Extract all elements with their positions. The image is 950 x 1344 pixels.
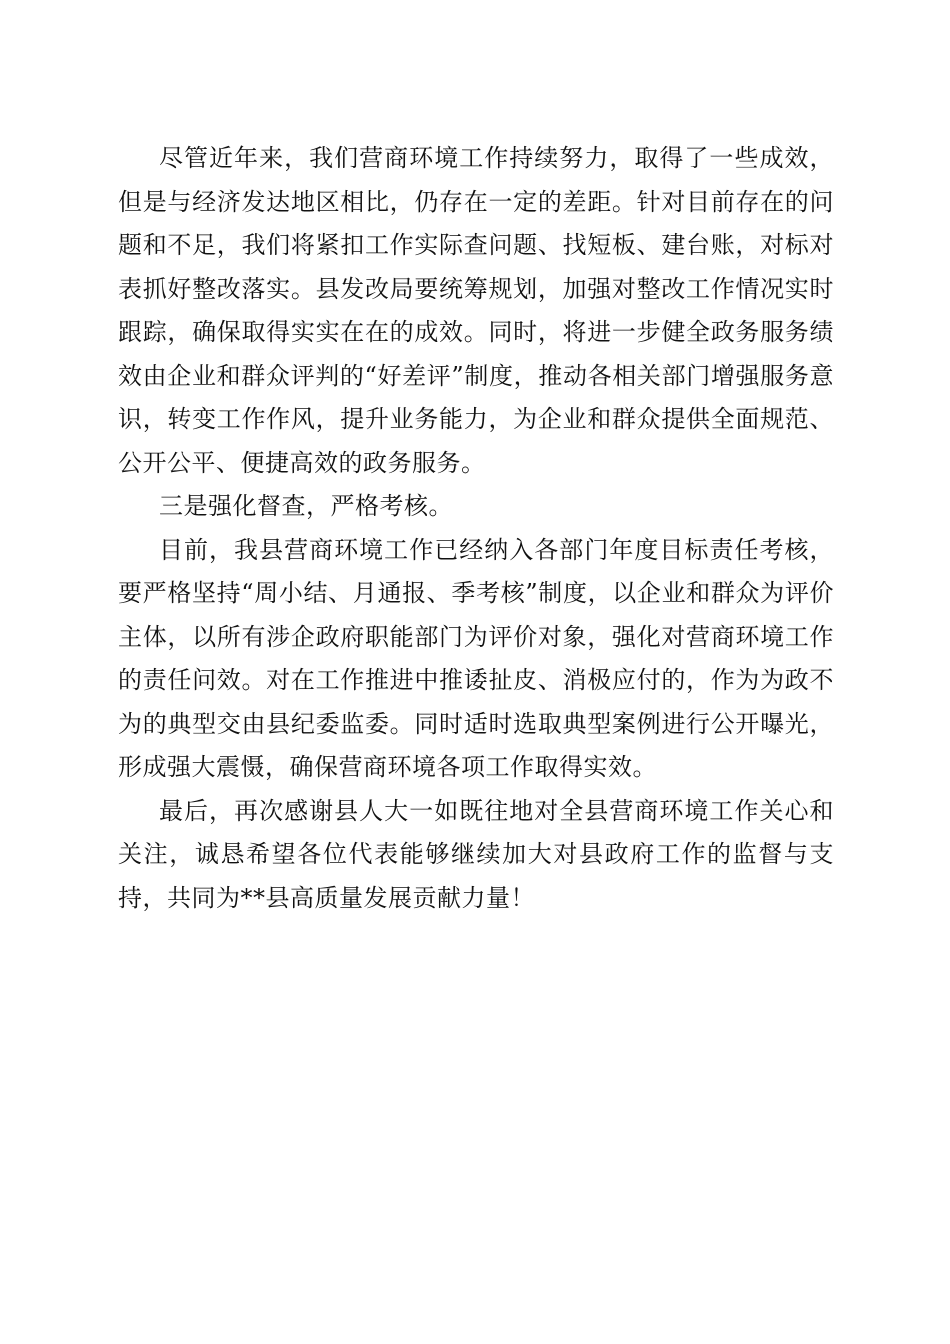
paragraph-assessment: 目前，我县营商环境工作已经纳入各部门年度目标责任考核，要严格坚持“周小结、月通报、季考核”制度，以企业和群众为评价主体，以所有涉企政府职能部门为评价对象，强化对营商环境工作的责任问效。对在工作推进中推诿扯皮、消极应付的，作为为政不为的典型交由县纪委监委。同时适时选取典型案例进行公开曝光，形成强大震慑，确保营商环境各项工作取得实效。 bbox=[118, 535, 834, 781]
document-body bbox=[118, 137, 834, 920]
paragraph-closing: 最后，再次感谢县人大一如既往地对全县营商环境工作关心和关注，诚恳希望各位代表能够继续加大对县政府工作的监督与支持，共同为**县高质量发展贡献力量！ bbox=[118, 796, 834, 912]
section-heading-supervision: 三是强化督查，严格考核。 bbox=[159, 492, 453, 520]
paragraph-improvement: 尽管近年来，我们营商环境工作持续努力，取得了一些成效，但是与经济发达地区相比，仍存在一定的差距。针对目前存在的问题和不足，我们将紧扣工作实际查问题、找短板、建台账，对标对表抓好整改落实。县发改局要统筹规划，加强对整改工作情况实时跟踪，确保取得实实在在的成效。同时，将进一步健全政务服务绩效由企业和群众评判的“好差评”制度，推动各相关部门增强服务意识，转变工作作风，提升业务能力，为企业和群众提供全面规范、公开公平、便捷高效的政务服务。 bbox=[118, 144, 834, 477]
